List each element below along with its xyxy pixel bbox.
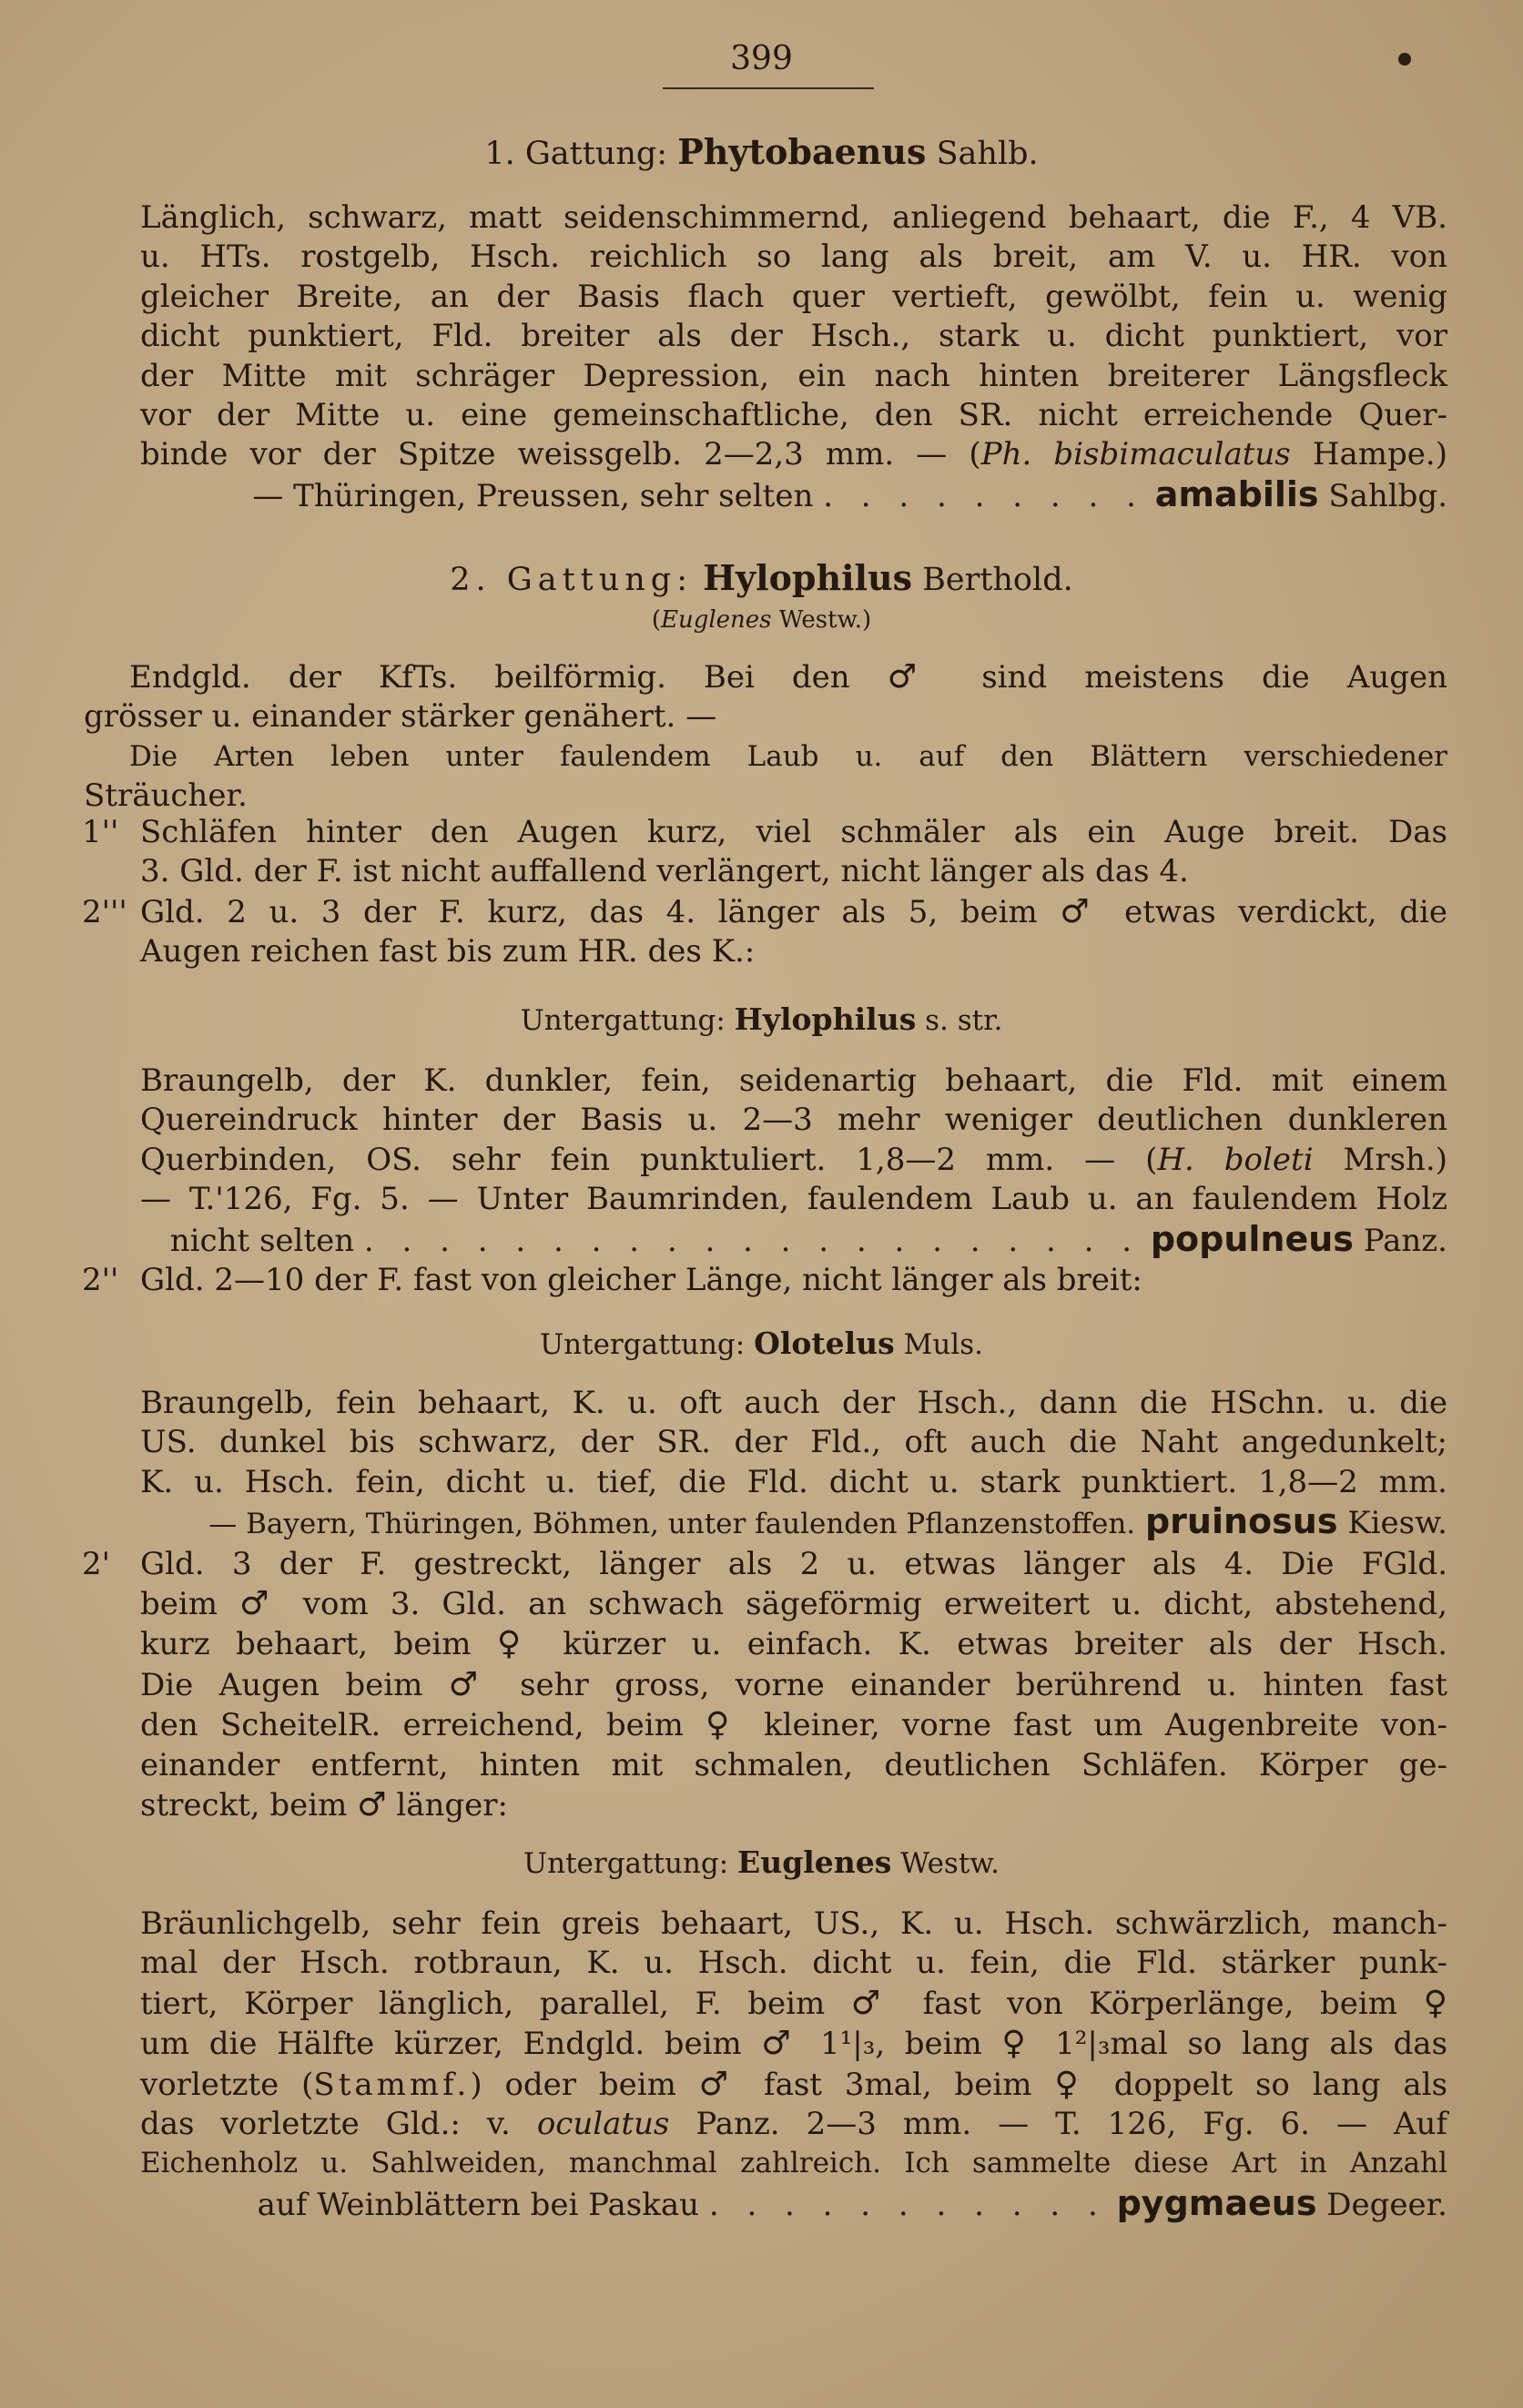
- text-line: Bräunlichgelb, sehr fein greis behaart, US., K. u. Hsch. schwärzlich, manch-: [140, 1905, 1447, 1942]
- text-line: Sträucher.: [84, 777, 248, 815]
- species-line: — Thüringen, Preussen, sehr selten . . . . . . . . . amabilis Sahlbg.: [252, 473, 1447, 514]
- text-line: grösser u. einander stärker genähert. —: [84, 698, 717, 736]
- text-line: Die Arten leben unter faulendem Laub u. auf den Blättern verschiedener: [129, 739, 1447, 773]
- male-symbol: ♂: [887, 658, 945, 696]
- female-symbol: ♀: [496, 1625, 537, 1663]
- text-line: binde vor der Spitze weissgelb. 2—2,3 mm. — (Ph. bisbimaculatus Hampe.): [140, 436, 1447, 473]
- text-line: der Mitte mit schräger Depression, ein nach hinten breiterer Längsfleck: [140, 357, 1447, 394]
- subgenus-prefix: Untergattung:: [540, 1328, 746, 1361]
- synonym-name: Ph. bisbimaculatus: [980, 436, 1291, 473]
- male-symbol: ♂: [761, 2025, 801, 2063]
- text-line: den ScheitelR. erreichend, beim ♀ kleiner, vorne fast um Augenbreite von-: [140, 1706, 1447, 1744]
- text-line: Die Augen beim ♂ sehr gross, vorne einander berührend u. hinten fast: [140, 1665, 1448, 1703]
- text-line: K. u. Hsch. fein, dicht u. tief, die Fld. dicht u. stark punktiert. 1,8—2 mm.: [140, 1463, 1447, 1500]
- genus-name: Hylophilus: [703, 557, 913, 598]
- genus-prefix: 2. Gattung:: [450, 562, 694, 598]
- female-symbol: ♀: [1054, 2065, 1091, 2103]
- text-line: Endgld. der KfTs. beilförmig. Bei den ♂ sind meistens die Augen: [129, 658, 1448, 696]
- key-couplet-1: [82, 813, 1447, 972]
- text-line: kurz behaart, beim ♀ kürzer u. einfach. K. etwas breiter als der Hsch.: [140, 1625, 1447, 1663]
- male-symbol: ♂: [239, 1585, 281, 1623]
- sub1-description: [82, 1062, 1447, 1300]
- male-symbol: ♂: [850, 1984, 897, 2022]
- text-line: streckt, beim ♂ länger:: [140, 1786, 508, 1824]
- text-line: Eichenholz u. Sahlweiden, manchmal zahlreich. Ich sammelte diese Art in Anzahl: [140, 2147, 1447, 2180]
- genus-heading-hylophilus: [0, 557, 1523, 598]
- text-line: mal der Hsch. rotbraun, K. u. Hsch. dicht u. fein, die Fld. stärker punk-: [140, 1945, 1447, 1982]
- text-line: gleicher Breite, an der Basis flach quer vertieft, gewölbt, fein u. wenig: [140, 278, 1447, 315]
- genus-name: Phytobaenus: [677, 131, 927, 172]
- text-line: 2''' Gld. 2 u. 3 der F. kurz, das 4. länger als 5, beim ♂ etwas verdickt, die: [82, 892, 1447, 932]
- ink-spot: [1398, 53, 1411, 66]
- text-line: das vorletzte Gld.: v. oculatus Panz. 2—3 mm. — T. 126, Fg. 6. — Auf: [140, 2106, 1447, 2143]
- subgenus-suffix: Muls.: [903, 1328, 983, 1361]
- species-line: auf Weinblättern bei Paskau . . . . . . . . . . . pygmaeus Degeer.: [257, 2182, 1447, 2223]
- female-symbol: ♀: [1423, 1984, 1447, 2022]
- male-symbol: ♂: [357, 1786, 387, 1824]
- species-author: Degeer.: [1326, 2186, 1447, 2223]
- species-name: pygmaeus: [1116, 2182, 1317, 2223]
- couplet-number: 2'': [82, 1262, 119, 1299]
- sub2-description: [82, 1384, 1448, 1825]
- male-symbol: ♂: [1060, 892, 1102, 930]
- text-line: Quereindruck hinter der Basis u. 2—3 mehr weniger deutlichen dunkleren: [140, 1102, 1447, 1139]
- species-line: nicht selten . . . . . . . . . . . . . . . . . . . . . populneus Panz.: [169, 1218, 1447, 1259]
- female-symbol: ♀: [706, 1706, 742, 1744]
- couplet-number: 1'': [82, 814, 119, 850]
- subgenus-prefix: Untergattung:: [520, 1004, 726, 1037]
- leader-dots: . . . . . . . . . . . . . . . . . . . . .: [363, 1222, 1142, 1259]
- subgenus-heading-hylophilus: [0, 1001, 1523, 1037]
- species-author: Panz.: [1363, 1222, 1447, 1259]
- page-number: 399: [730, 40, 793, 77]
- sub3-description: [140, 1905, 1447, 2225]
- subgenus-name: Euglenes: [737, 1844, 892, 1880]
- couplet-number: 2''': [82, 893, 127, 930]
- text-line: 3. Gld. der F. ist nicht auffallend verlängert, nicht länger als das 4.: [140, 853, 1189, 890]
- synonym-name: Euglenes: [660, 606, 772, 634]
- subgenus-heading-olotelus: [0, 1326, 1523, 1361]
- subgenus-heading-euglenes: [0, 1844, 1523, 1880]
- text-line: 2' Gld. 3 der F. gestreckt, länger als 2 u. etwas länger als 4. Die FGld.: [82, 1545, 1447, 1584]
- text-line: Braungelb, fein behaart, K. u. oft auch der Hsch., dann die HSchn. u. die: [140, 1385, 1447, 1421]
- subgenus-suffix: s. str.: [925, 1004, 1003, 1037]
- synonym-name: H. boleti: [1157, 1141, 1314, 1178]
- male-symbol: ♂: [698, 2065, 742, 2103]
- species-name: amabilis: [1154, 473, 1319, 514]
- female-symbol: ♀: [1001, 2025, 1036, 2063]
- subgenus-prefix: Untergattung:: [523, 1847, 729, 1880]
- species-name: populneus: [1150, 1218, 1354, 1259]
- text-line: Querbinden, OS. sehr fein punktuliert. 1,8—2 mm. — (H. boleti Mrsh.): [140, 1141, 1447, 1178]
- synonym-name: oculatus: [536, 2106, 670, 2143]
- text-line: Länglich, schwarz, matt seidenschimmernd, anliegend behaart, die F., 4 VB.: [140, 199, 1447, 236]
- genus2-intro: [84, 657, 1447, 817]
- subgenus-suffix: Westw.: [900, 1847, 1000, 1880]
- genus-synonym: (Euglenes Westw.): [651, 606, 872, 634]
- text-line: US. dunkel bis schwarz, der SR. der Fld., oft auch die Naht angedunkelt;: [140, 1424, 1447, 1461]
- synonym-author: Westw.): [778, 606, 872, 634]
- species-line: — Bayern, Thüringen, Böhmen, unter faulenden Pflanzenstoffen. pruinosus Kiesw.: [208, 1501, 1447, 1542]
- subgenus-name: Hylophilus: [734, 1001, 917, 1037]
- text-line: 2'' Gld. 2—10 der F. fast von gleicher Länge, nicht länger als breit:: [82, 1261, 1447, 1300]
- text-line: vorletzte (Stammf.) oder beim ♂ fast 3mal, beim ♀ doppelt so lang als: [140, 2065, 1448, 2103]
- subgenus-name: Olotelus: [754, 1326, 895, 1361]
- leader-dots: . . . . . . . . .: [823, 477, 1145, 514]
- text-line: um die Hälfte kürzer, Endgld. beim ♂ 1¹|₃, beim ♀ 1²|₃mal so lang als das: [140, 2025, 1448, 2063]
- leader-dots: . . . . . . . . . . .: [708, 2186, 1107, 2223]
- stammform-label: Stammf.: [313, 2066, 471, 2103]
- species-author: Sahlbg.: [1328, 477, 1447, 514]
- species-name: pruinosus: [1144, 1501, 1338, 1542]
- species-author: Kiesw.: [1347, 1505, 1447, 1542]
- genus1-description: [140, 198, 1447, 516]
- genus-prefix: 1. Gattung:: [484, 136, 668, 172]
- male-symbol: ♂: [448, 1665, 494, 1703]
- genus-heading-phytobaenus: [0, 131, 1523, 172]
- text-line: vor der Mitte u. eine gemeinschaftliche, den SR. nicht erreichende Quer-: [140, 397, 1447, 434]
- genus-author: Sahlb.: [936, 136, 1039, 172]
- text-line: beim ♂ vom 3. Gld. an schwach sägeförmig erweitert u. dicht, abstehend,: [140, 1585, 1448, 1623]
- genus-author: Berthold.: [922, 562, 1073, 598]
- couplet-number: 2': [82, 1545, 110, 1582]
- page-number-rule: [663, 87, 874, 89]
- text-line: dicht punktiert, Fld. breiter als der Hsch., stark u. dicht punktiert, vor: [140, 318, 1447, 355]
- text-line: einander entfernt, hinten mit schmalen, deutlichen Schläfen. Körper ge-: [140, 1746, 1447, 1783]
- text-line: u. HTs. rostgelb, Hsch. reichlich so lang als breit, am V. u. HR. von: [140, 239, 1447, 276]
- text-line: tiert, Körper länglich, parallel, F. beim ♂ fast von Körperlänge, beim ♀: [140, 1984, 1447, 2022]
- text-line: Braungelb, der K. dunkler, fein, seidenartig behaart, die Fld. mit einem: [140, 1062, 1447, 1099]
- text-line: Augen reichen fast bis zum HR. des K.:: [140, 933, 756, 970]
- text-line: — T.'126, Fg. 5. — Unter Baumrinden, faulendem Laub u. an faulendem Holz: [140, 1181, 1447, 1218]
- text-line: 1'' Schläfen hinter den Augen kurz, viel schmäler als ein Auge breit. Das: [82, 813, 1447, 852]
